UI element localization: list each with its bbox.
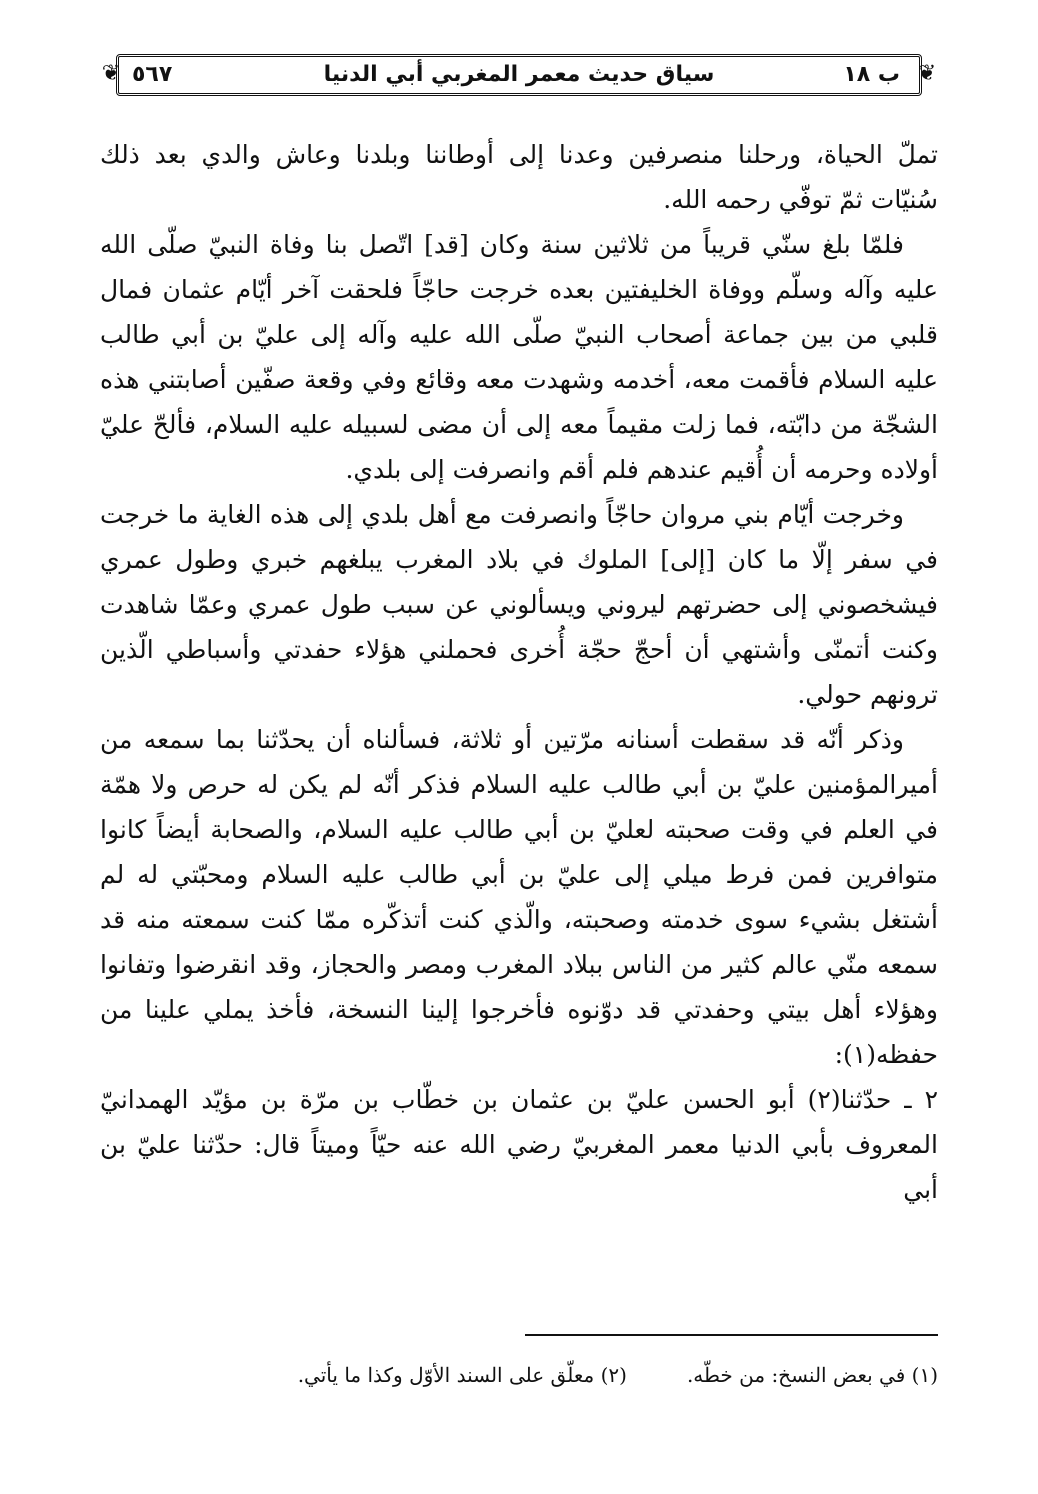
header-title: سياق حديث معمر المغربي أبي الدنيا (323, 62, 715, 87)
paragraph: تملّ الحياة، ورحلنا منصرفين وعدنا إلى أوطاننا وبلدنا وعاش والدي بعد ذلك سُنيّات ثمّ توفّي رحمه الله. (100, 140, 938, 214)
footnote-2: (٢) معلّق على السند الأوّل وكذا ما يأتي. (297, 1363, 627, 1387)
running-header (98, 50, 940, 100)
footnotes (100, 1360, 938, 1390)
paragraph: وذكر أنّه قد سقطت أسنانه مرّتين أو ثلاثة، فسألناه أن يحدّثنا بما سمعه من أميرالمؤمنين عليّ بن أبي طالب عليه السلام فذكر أنّه لم يكن له حرص ولا همّة في العلم في وقت صحبته لعليّ بن أبي طالب عليه السلام، والصحابة أيضاً كانوا متوافرين فمن فرط ميلي إلى عليّ بن أبي طالب عليه السلام ومحبّتي له لم أشتغل بشيء سوى خدمته وصحبته، والّذي كنت أتذكّره ممّا كنت سمعته منه قد سمعه منّي عالم كثير من الناس ببلاد المغرب ومصر والحجاز، وقد انقرضوا وتفانوا وهؤلاء أهل بيتي وحفدتي قد دوّنوه فأخرجوا إلينا النسخة، فأخذ يملي علينا من حفظه(١): (100, 725, 939, 1069)
ornament-left-icon: ❦ (101, 61, 121, 86)
header-section-number: ب ١٨ (843, 62, 900, 87)
footnote-separator (525, 1334, 938, 1336)
main-text (100, 132, 938, 1212)
page-number: ٥٦٧ (132, 62, 173, 87)
paragraph: وخرجت أيّام بني مروان حاجّاً وانصرفت مع أهل بلدي إلى هذه الغاية ما خرجت في سفر إلّا ما كان [إلى] الملوك في بلاد المغرب يبلغهم خبري وطول عمري فيشخصوني إلى حضرتهم ليروني ويسألوني عن سبب طول عمري وعمّا شاهدت وكنت أتمنّى وأشتهي أن أحجّ حجّة أُخرى فحملني هؤلاء حفدتي وأسباطي الّذين ترونهم حولي. (100, 500, 938, 709)
paragraph: فلمّا بلغ سنّي قريباً من ثلاثين سنة وكان [قد] اتّصل بنا وفاة النبيّ صلّى الله عليه وآله وسلّم ووفاة الخليفتين بعده خرجت حاجّاً فلحقت آخر أيّام عثمان فمال قلبي من بين جماعة أصحاب النبيّ صلّى الله عليه وآله إلى عليّ بن أبي طالب عليه السلام فأقمت معه، أخدمه وشهدت معه وقائع وفي وقعة صفّين أصابتني هذه الشجّة من دابّته، فما زلت مقيماً معه إلى أن مضى لسبيله عليه السلام، فألحّ عليّ أولاده وحرمه أن أُقيم عندهم فلم أقم وانصرفت إلى بلدي. (100, 230, 938, 484)
paragraph: ٢ ـ حدّثنا(٢) أبو الحسن عليّ بن عثمان بن خطّاب بن مرّة بن مؤيّد الهمدانيّ المعروف بأبي الدنيا معمر المغربيّ رضي الله عنه حيّاً وميتاً قال: حدّثنا عليّ بن أبي (100, 1085, 939, 1204)
footnote-1: (١) في بعض النسخ: من خطّه. (686, 1363, 938, 1387)
ornament-right-icon: ❦ (917, 61, 937, 86)
